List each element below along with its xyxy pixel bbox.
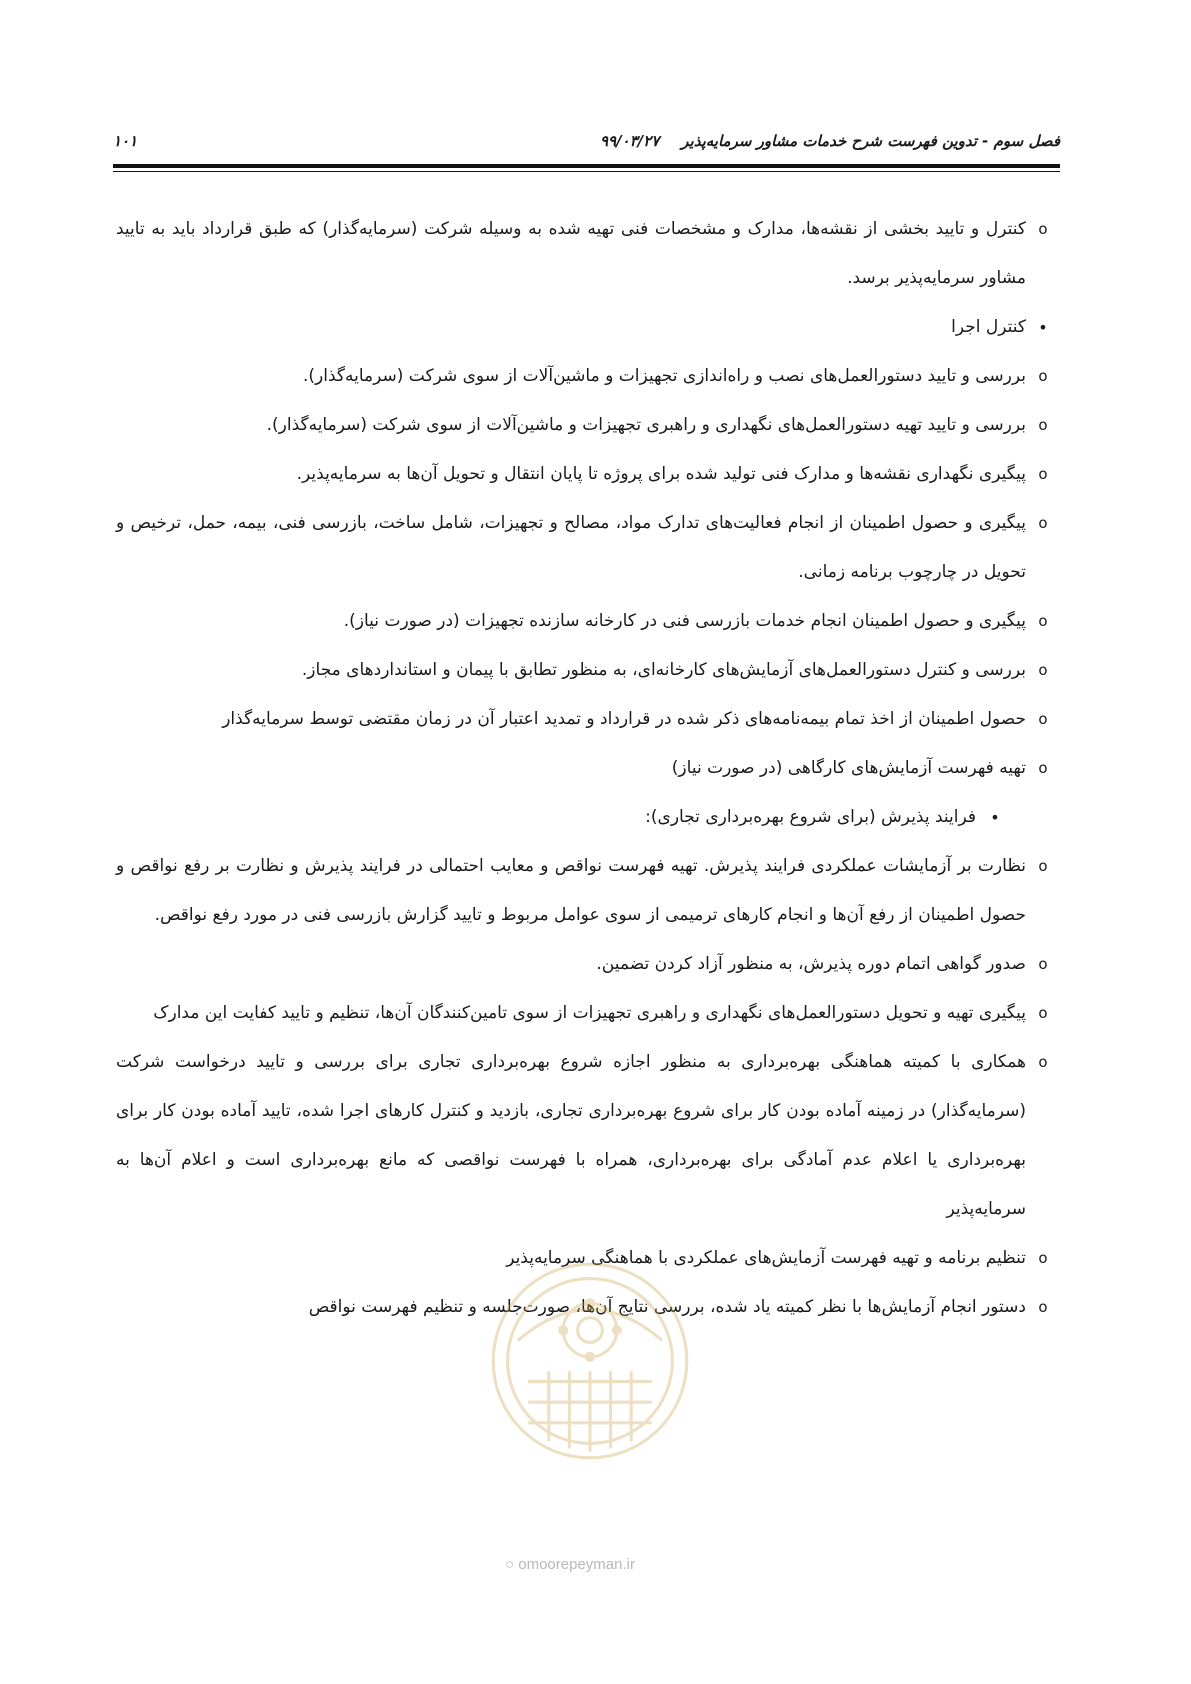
dot-bullet-icon: • [1038, 318, 1048, 337]
list-item-text: دستور انجام آزمایش‌ها با نظر کمیته یاد شده، بررسی نتایج آن‌ها، صورت‌جلسه و تنظیم فهرست نواقص [308, 1297, 1026, 1317]
circle-bullet-icon: o [1038, 759, 1048, 777]
list-item [116, 793, 1052, 842]
list-item [116, 842, 1052, 940]
list-item-text: نظارت بر آزمایشات عملکردی فرایند پذیرش. تهیه فهرست نواقص و معایب احتمالی در فرایند پذیرش و نظارت بر رفع نواقص و حصول اطمینان از رفع آن‌ها و انجام کارهای ترمیمی از سوی عوامل مربوط و تایید گزارش بازرسی فنی در مورد رفع نواقص. [116, 856, 1026, 925]
page-header [113, 128, 1060, 158]
circle-bullet-icon: o [1038, 955, 1048, 973]
list-item-text: بررسی و کنترل دستورالعمل‌های آزمایش‌های کارخانه‌ای، به منظور تطابق با پیمان و استانداردهای مجاز. [301, 660, 1026, 680]
list-item-text: پیگیری و حصول اطمینان از انجام فعالیت‌های تدارک مواد، مصالح و تجهیزات، شامل ساخت، بازرسی فنی، بیمه، حمل، ترخیص و تحویل در چارچوب برنامه زمانی. [116, 513, 1026, 582]
circle-bullet-icon: o [1038, 367, 1048, 385]
circle-bullet-icon: o [1038, 1249, 1048, 1267]
list-item-text: بررسی و تایید تهیه دستورالعمل‌های نگهداری و راهبری تجهیزات و ماشین‌آلات از سوی شرکت (سرمایه‌گذار). [266, 415, 1026, 435]
page-number: ۱۰۱ [113, 132, 138, 150]
circle-bullet-icon: o [1038, 514, 1048, 532]
list-item [116, 352, 1052, 401]
list-item [116, 989, 1052, 1038]
list-item [116, 401, 1052, 450]
list-item-text: همکاری با کمیته هماهنگی بهره‌برداری به منظور اجازه شروع بهره‌برداری تجاری برای بررسی و تایید درخواست شرکت (سرمایه‌گذار) در زمینه آماده بودن کار برای شروع بهره‌برداری تجاری، بازدید و کنترل کارهای اجرا شده، تایید آماده بودن کار برای بهره‌برداری یا اعلام عدم آمادگی برای بهره‌برداری، همراه با فهرست نواقصی که مانع بهره‌برداری است و اعلام آن‌ها به سرمایه‌پذیر [116, 1052, 1026, 1219]
list-item-text: کنترل و تایید بخشی از نقشه‌ها، مدارک و مشخصات فنی تهیه شده به وسیله شرکت (سرمایه‌گذار) که طبق قرارداد باید به تایید مشاور سرمایه‌پذیر برسد. [116, 219, 1026, 288]
circle-bullet-icon: o [1038, 1004, 1048, 1022]
circle-bullet-icon: o [1038, 465, 1048, 483]
list-item [116, 646, 1052, 695]
body-content [116, 205, 1052, 1332]
circle-bullet-icon: o [1038, 1298, 1048, 1316]
list-item [116, 450, 1052, 499]
list-item-text: تهیه فهرست آزمایش‌های کارگاهی (در صورت نیاز) [671, 758, 1026, 778]
header-rule-thin [113, 171, 1060, 172]
header-rule [113, 164, 1060, 168]
circle-bullet-icon: o [1038, 1053, 1048, 1071]
list-item [116, 303, 1052, 352]
chapter-title-text: فصل سوم - تدوین فهرست شرح خدمات مشاور سرمایه‌پذیر [681, 132, 1060, 150]
circle-bullet-icon: o [1038, 857, 1048, 875]
circle-bullet-icon: o [1038, 612, 1048, 630]
circle-bullet-icon: o [1038, 220, 1048, 238]
list-item [116, 695, 1052, 744]
list-item-text: پیگیری نگهداری نقشه‌ها و مدارک فنی تولید شده برای پروژه تا پایان انتقال و تحویل آن‌ها به سرمایه‌پذیر. [296, 464, 1026, 484]
header-date: ۹۹/۰۳/۲۷ [599, 132, 660, 150]
list-item-text: کنترل اجرا [951, 317, 1026, 337]
list-item [116, 1038, 1052, 1234]
dot-bullet-icon: • [990, 808, 1000, 827]
list-item [116, 205, 1052, 303]
list-item-text: پیگیری و حصول اطمینان انجام خدمات بازرسی فنی در کارخانه سازنده تجهیزات (در صورت نیاز). [343, 611, 1026, 631]
list-item-text: صدور گواهی اتمام دوره پذیرش، به منظور آزاد کردن تضمین. [596, 954, 1026, 974]
list-item [116, 744, 1052, 793]
list-item [116, 499, 1052, 597]
list-item-text: بررسی و تایید دستورالعمل‌های نصب و راه‌اندازی تجهیزات و ماشین‌آلات از سوی شرکت (سرمایه‌گذار). [303, 366, 1026, 386]
watermark-url: ○ omoorepeyman.ir [505, 1556, 635, 1573]
circle-bullet-icon: o [1038, 710, 1048, 728]
circle-bullet-icon: o [1038, 661, 1048, 679]
watermark-url-text: omoorepeyman.ir [518, 1556, 635, 1573]
list-item [116, 940, 1052, 989]
list-item [116, 1283, 1052, 1332]
list-item [116, 597, 1052, 646]
list-item-text: فرایند پذیرش (برای شروع بهره‌برداری تجاری): [645, 807, 976, 827]
list-item-text: تنظیم برنامه و تهیه فهرست آزمایش‌های عملکردی با هماهنگی سرمایه‌پذیر [506, 1248, 1026, 1268]
chapter-title [600, 132, 1060, 150]
circle-bullet-icon: o [1038, 416, 1048, 434]
list-item [116, 1234, 1052, 1283]
list-item-text: حصول اطمینان از اخذ تمام بیمه‌نامه‌های ذکر شده در قرارداد و تمدید اعتبار آن در زمان مقتضی توسط سرمایه‌گذار [222, 709, 1026, 729]
list-item-text: پیگیری تهیه و تحویل دستورالعمل‌های نگهداری و راهبری تجهیزات از سوی تامین‌کنندگان آن‌ها، تنظیم و تایید کفایت این مدارک [153, 1003, 1026, 1023]
